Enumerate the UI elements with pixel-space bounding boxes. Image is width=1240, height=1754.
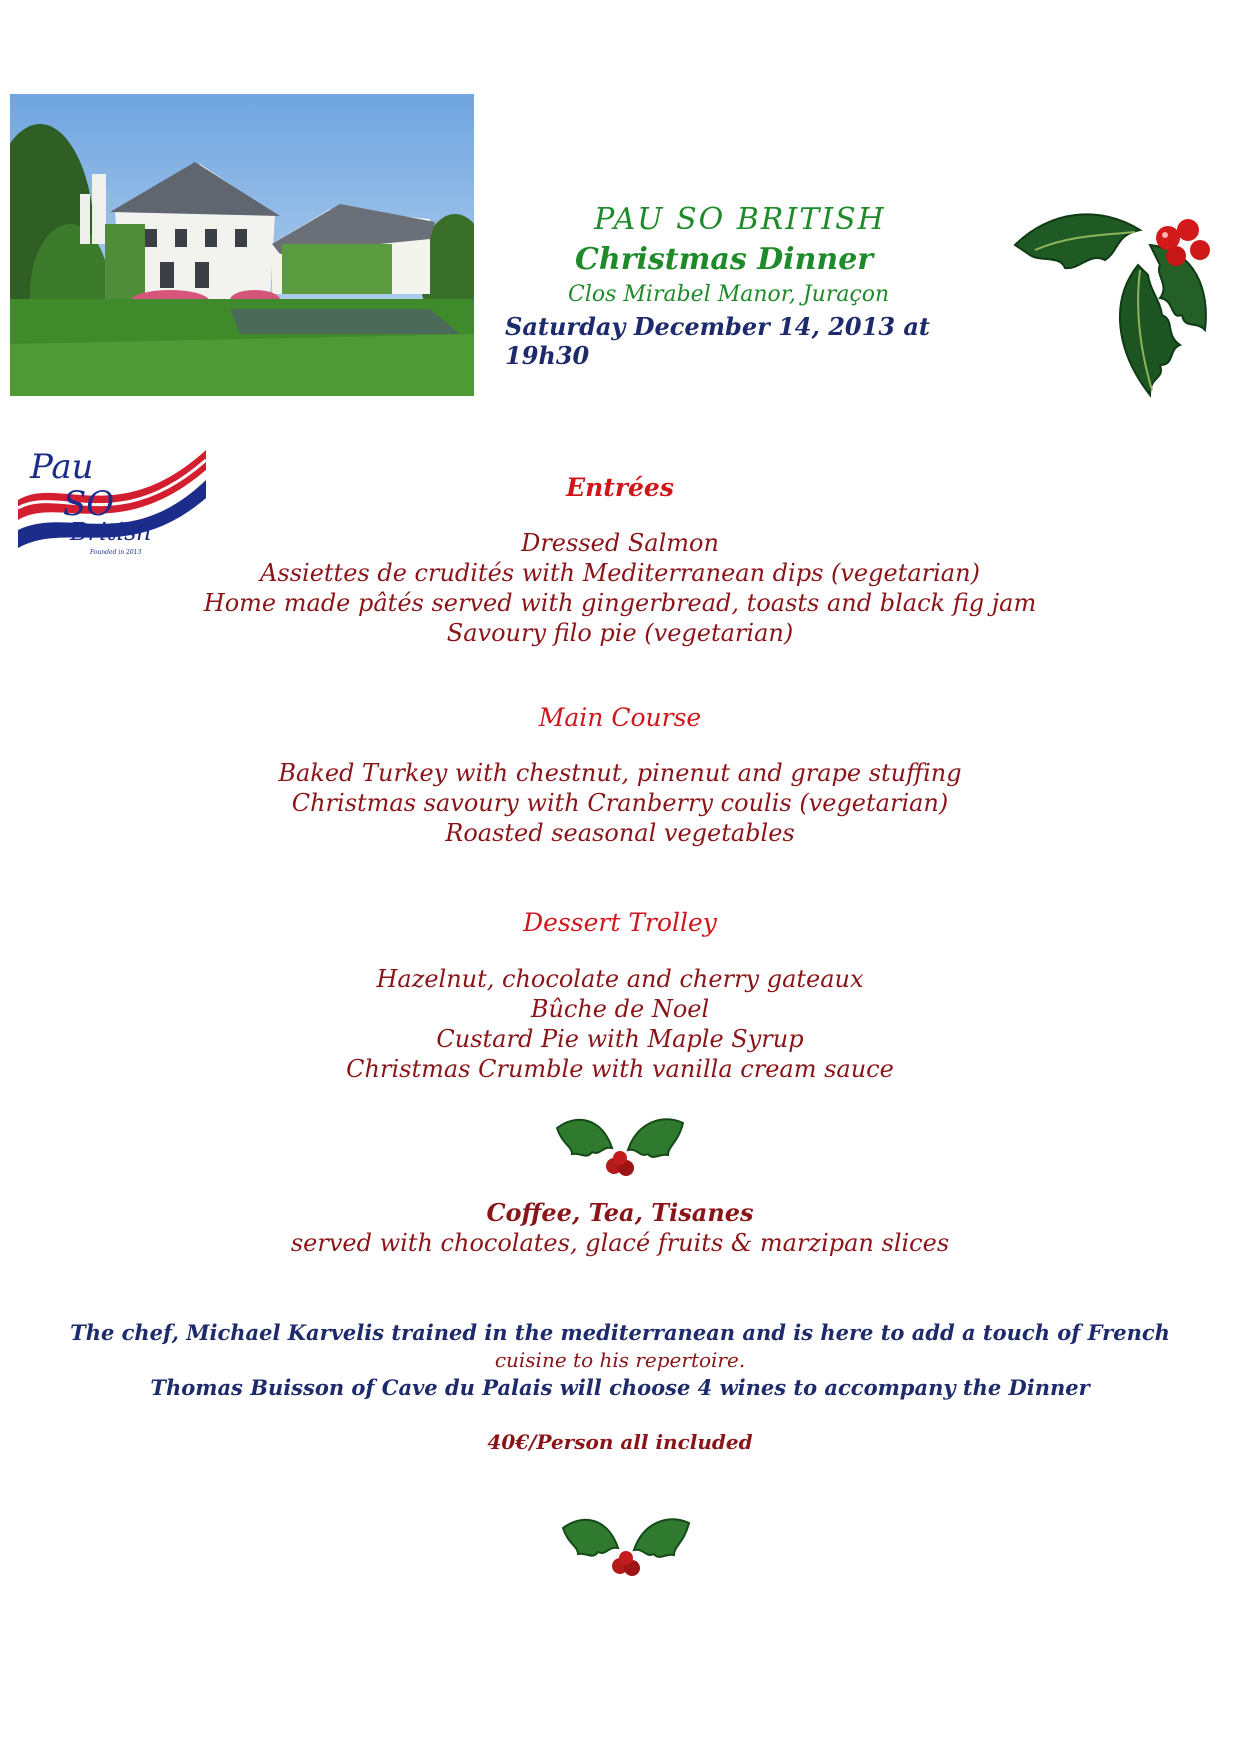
entree-item: Assiettes de crudités with Mediterranean dips (vegetarian): [260, 559, 980, 587]
holly-decoration-icon: [1010, 190, 1232, 408]
main-item: Christmas savoury with Cranberry coulis (vegetarian): [291, 789, 949, 817]
event-subtitle: Christmas Dinner: [575, 242, 874, 277]
main-item: Roasted seasonal vegetables: [445, 819, 795, 847]
entree-item: Home made pâtés served with gingerbread, toasts and black fig jam: [203, 589, 1037, 617]
price-note: 40€/Person all included: [487, 1430, 753, 1454]
chef-note-line2: cuisine to his repertoire.: [494, 1348, 746, 1372]
holly-divider-icon: [558, 1508, 694, 1584]
svg-text:Founded in 2013: Founded in 2013: [90, 549, 142, 556]
dessert-item: Hazelnut, chocolate and cherry gateaux: [376, 965, 864, 993]
coffee-line: served with chocolates, glacé fruits & marzipan slices: [290, 1229, 950, 1257]
manor-photo: [10, 94, 474, 396]
entree-item: Savoury filo pie (vegetarian): [446, 619, 794, 647]
section-title-dessert: Dessert Trolley: [523, 908, 717, 937]
svg-text:British: British: [70, 518, 152, 546]
event-venue: Clos Mirabel Manor, Juraçon: [568, 282, 890, 307]
svg-text:Pau: Pau: [30, 447, 94, 487]
entree-item: Dressed Salmon: [521, 529, 719, 557]
event-date: Saturday December 14, 2013 at 19h30: [505, 312, 931, 370]
wine-note: Thomas Buisson of Cave du Palais will choose 4 wines to accompany the Dinner: [150, 1375, 1090, 1400]
coffee-title: Coffee, Tea, Tisanes: [486, 1198, 754, 1227]
dessert-item: Christmas Crumble with vanilla cream sauce: [346, 1055, 894, 1083]
svg-text:SO: SO: [63, 484, 115, 524]
section-title-entrees: Entrées: [566, 473, 674, 502]
dessert-item: Bûche de Noel: [530, 995, 710, 1023]
event-title: PAU SO BRITISH: [594, 202, 886, 237]
main-item: Baked Turkey with chestnut, pinenut and grape stuffing: [278, 759, 962, 787]
holly-divider-icon: [552, 1108, 688, 1184]
section-title-main: Main Course: [538, 703, 702, 732]
chef-note-line1: The chef, Michael Karvelis trained in the mediterranean and is here to add a touch of French: [70, 1320, 1170, 1345]
dessert-item: Custard Pie with Maple Syrup: [436, 1025, 804, 1053]
